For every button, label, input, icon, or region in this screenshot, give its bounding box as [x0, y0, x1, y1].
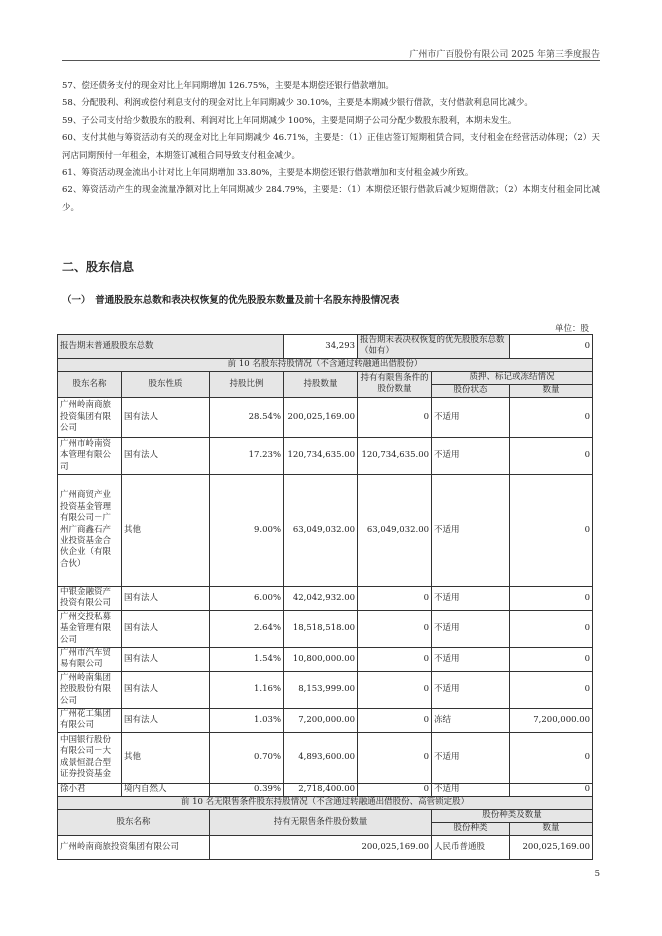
holder-qty: 63,049,032.00: [284, 474, 358, 586]
pledge-qty: 0: [510, 437, 593, 474]
holder-nature: 其他: [122, 474, 210, 586]
holder-nature: 国有法人: [122, 708, 210, 732]
pledge-status: 不适用: [432, 397, 510, 437]
note-57: 57、偿还债务支付的现金对比上年同期增加 126.75%，主要是本期偿还银行借款增加。: [62, 81, 394, 91]
holder-nature: 境内自然人: [122, 783, 210, 796]
pledge-qty: 7,200,000.00: [510, 708, 593, 732]
table-row: [58, 474, 593, 586]
holder-ratio: 6.00%: [210, 586, 284, 610]
holder-ratio: 28.54%: [210, 397, 284, 437]
col-header-pledge-status: 股份状态: [432, 384, 510, 397]
share-type: 人民币普通股: [432, 835, 510, 859]
holder-restricted-qty: 0: [358, 671, 432, 708]
holder-nature: 国有法人: [122, 586, 210, 610]
holder-nature: 国有法人: [122, 397, 210, 437]
pledge-status: 不适用: [432, 732, 510, 783]
holder-name: 中银金融资产投资有限公司: [58, 586, 122, 610]
holder-restricted-qty: 0: [358, 586, 432, 610]
pledge-status: 不适用: [432, 671, 510, 708]
pledge-qty: 0: [510, 610, 593, 647]
holder-qty: 7,200,000.00: [284, 708, 358, 732]
unrestricted-col-qty: 持有无限售条件股份数量: [210, 809, 432, 835]
note-62: 62、筹资活动产生的现金流量净额对比上年同期减少 284.79%，主要是：（1）本期偿还银行借款后减少短期借款；（2）本期支付租金同比减少。: [62, 185, 600, 213]
holder-nature: 国有法人: [122, 671, 210, 708]
holder-ratio: 17.23%: [210, 437, 284, 474]
holder-nature: 其他: [122, 732, 210, 783]
unrestricted-col-type: 股份种类及数量: [432, 809, 593, 822]
holder-name: 广州岭南商旅投资集团有限公司: [58, 397, 122, 437]
shareholders-table: [57, 334, 593, 860]
unrestricted-col-name: 股东名称: [58, 809, 210, 835]
page-number: 5: [594, 869, 600, 879]
pledge-qty: 0: [510, 586, 593, 610]
pledge-qty: 0: [510, 397, 593, 437]
col-header-restricted: 持有有限售条件的股份数量: [358, 371, 432, 397]
pledge-qty: 0: [510, 732, 593, 783]
table-row: [58, 586, 593, 610]
pledge-status: 不适用: [432, 586, 510, 610]
share-type-qty: 200,025,169.00: [510, 835, 593, 859]
top10-caption-row: [58, 358, 593, 371]
holder-qty: 42,042,932.00: [284, 586, 358, 610]
holder-ratio: 1.16%: [210, 671, 284, 708]
holder-restricted-qty: 120,734,635.00: [358, 437, 432, 474]
table-row: [58, 708, 593, 732]
holder-qty: 120,734,635.00: [284, 437, 358, 474]
holder-qty: 4,893,600.00: [284, 732, 358, 783]
report-header-title: 广州市广百股份有限公司 2025 年第三季度报告: [409, 50, 600, 60]
pledge-status: 冻结: [432, 708, 510, 732]
header-divider: [62, 60, 600, 61]
holder-nature: 国有法人: [122, 437, 210, 474]
holder-restricted-qty: 0: [358, 647, 432, 671]
holder-name: 中国银行股份有限公司－大成景恒混合型证券投资基金: [58, 732, 122, 783]
holder-qty: 200,025,169.00: [284, 397, 358, 437]
section-title: 二、股东信息: [62, 260, 135, 274]
header-row: [58, 371, 593, 384]
holder-restricted-qty: 0: [358, 732, 432, 783]
holder-restricted-qty: 0: [358, 783, 432, 796]
holder-nature: 国有法人: [122, 647, 210, 671]
total-holders-value: 34,293: [284, 335, 358, 359]
holder-name: 广州岭南集团控股股份有限公司: [58, 671, 122, 708]
col-header-ratio: 持股比例: [210, 371, 284, 397]
holder-restricted-qty: 0: [358, 397, 432, 437]
holder-name: 广州商贸产业投资基金管理有限公司－广州广商鑫石产业投资基金合伙企业（有限合伙）: [58, 474, 122, 586]
unrestricted-col-type-name: 股份种类: [432, 822, 510, 835]
holder-ratio: 2.64%: [210, 610, 284, 647]
holder-qty: 10,800,000.00: [284, 647, 358, 671]
holder-restricted-qty: 0: [358, 708, 432, 732]
col-header-pledge-qty: 数量: [510, 384, 593, 397]
holder-ratio: 1.03%: [210, 708, 284, 732]
pledge-status: 不适用: [432, 647, 510, 671]
unrestricted-holder-qty: 200,025,169.00: [210, 835, 432, 859]
cash-flow-notes: [62, 78, 600, 217]
holder-name: 广州交投私募基金管理有限公司: [58, 610, 122, 647]
total-holders-label: 报告期末普通股股东总数: [58, 335, 284, 359]
pledge-qty: 0: [510, 647, 593, 671]
note-58: 58、分配股利、利润或偿付利息支付的现金对比上年同期减少 30.10%，主要是本期减少银行借款，支付借款利息同比减少。: [62, 98, 533, 109]
pledge-qty: 0: [510, 671, 593, 708]
pledge-qty: 0: [510, 783, 593, 796]
table-row: [58, 397, 593, 437]
pledge-status: 不适用: [432, 437, 510, 474]
table-row: [58, 783, 593, 796]
summary-row: [58, 335, 593, 359]
table-row: [58, 610, 593, 647]
unrestricted-header-row: [58, 809, 593, 822]
holder-ratio: 0.39%: [210, 783, 284, 796]
unrestricted-caption: 前 10 名无限售条件股东持股情况（不含通过转融通出借股份、高管锁定股）: [58, 796, 593, 809]
unrestricted-col-type-qty: 数量: [510, 822, 593, 835]
table-row: [58, 647, 593, 671]
holder-restricted-qty: 0: [358, 610, 432, 647]
table-row: [58, 437, 593, 474]
note-59: 59、子公司支付给少数股东的股利、利润对比上年同期减少 100%，主要是同期子公司分配少数股东股利，本期未发生。: [62, 115, 517, 126]
holder-name: 广州市汽车贸易有限公司: [58, 647, 122, 671]
holder-name: 广州市岭南资本管理有限公司: [58, 437, 122, 474]
holder-ratio: 9.00%: [210, 474, 284, 586]
col-header-pledge: 质押、标记或冻结情况: [432, 371, 593, 384]
unit-label: 单位：股: [554, 324, 589, 334]
unrestricted-holder-name: 广州岭南商旅投资集团有限公司: [58, 835, 210, 859]
holder-name: 徐小君: [58, 783, 122, 796]
unrestricted-caption-row: [58, 796, 593, 809]
preferred-holders-label: 报告期末表决权恢复的优先股股东总数（如有）: [358, 335, 510, 359]
note-60: 60、支付其他与筹资活动有关的现金对比上年同期减少 46.71%，主要是：（1）正佳店签订短期租赁合同，支付租金在经营活动体现；（2）天河店同期预付一年租金，本期签订减租合同导致支付租金减少。: [62, 133, 600, 161]
note-61: 61、筹资活动现金流出小计对比上年同期增加 33.80%，主要是本期偿还银行借款增加和支付租金减少所致。: [62, 168, 474, 179]
top10-caption: 前 10 名股东持股情况（不含通过转融通出借股份）: [58, 358, 593, 371]
subsection-title: （一） 普通股股东总数和表决权恢复的优先股股东数量及前十名股东持股情况表: [62, 295, 400, 306]
holder-qty: 18,518,518.00: [284, 610, 358, 647]
col-header-name: 股东名称: [58, 371, 122, 397]
pledge-status: 不适用: [432, 474, 510, 586]
pledge-status: 不适用: [432, 610, 510, 647]
col-header-nature: 股东性质: [122, 371, 210, 397]
table-row: [58, 671, 593, 708]
holder-qty: 2,718,400.00: [284, 783, 358, 796]
holder-nature: 国有法人: [122, 610, 210, 647]
preferred-holders-value: 0: [510, 335, 593, 359]
holder-qty: 8,153,999.00: [284, 671, 358, 708]
pledge-qty: 0: [510, 474, 593, 586]
pledge-status: 不适用: [432, 783, 510, 796]
holder-name: 广州花工集团有限公司: [58, 708, 122, 732]
unrestricted-table-row: [58, 835, 593, 859]
table-row: [58, 732, 593, 783]
col-header-qty: 持股数量: [284, 371, 358, 397]
holder-ratio: 1.54%: [210, 647, 284, 671]
holder-ratio: 0.70%: [210, 732, 284, 783]
holder-restricted-qty: 63,049,032.00: [358, 474, 432, 586]
